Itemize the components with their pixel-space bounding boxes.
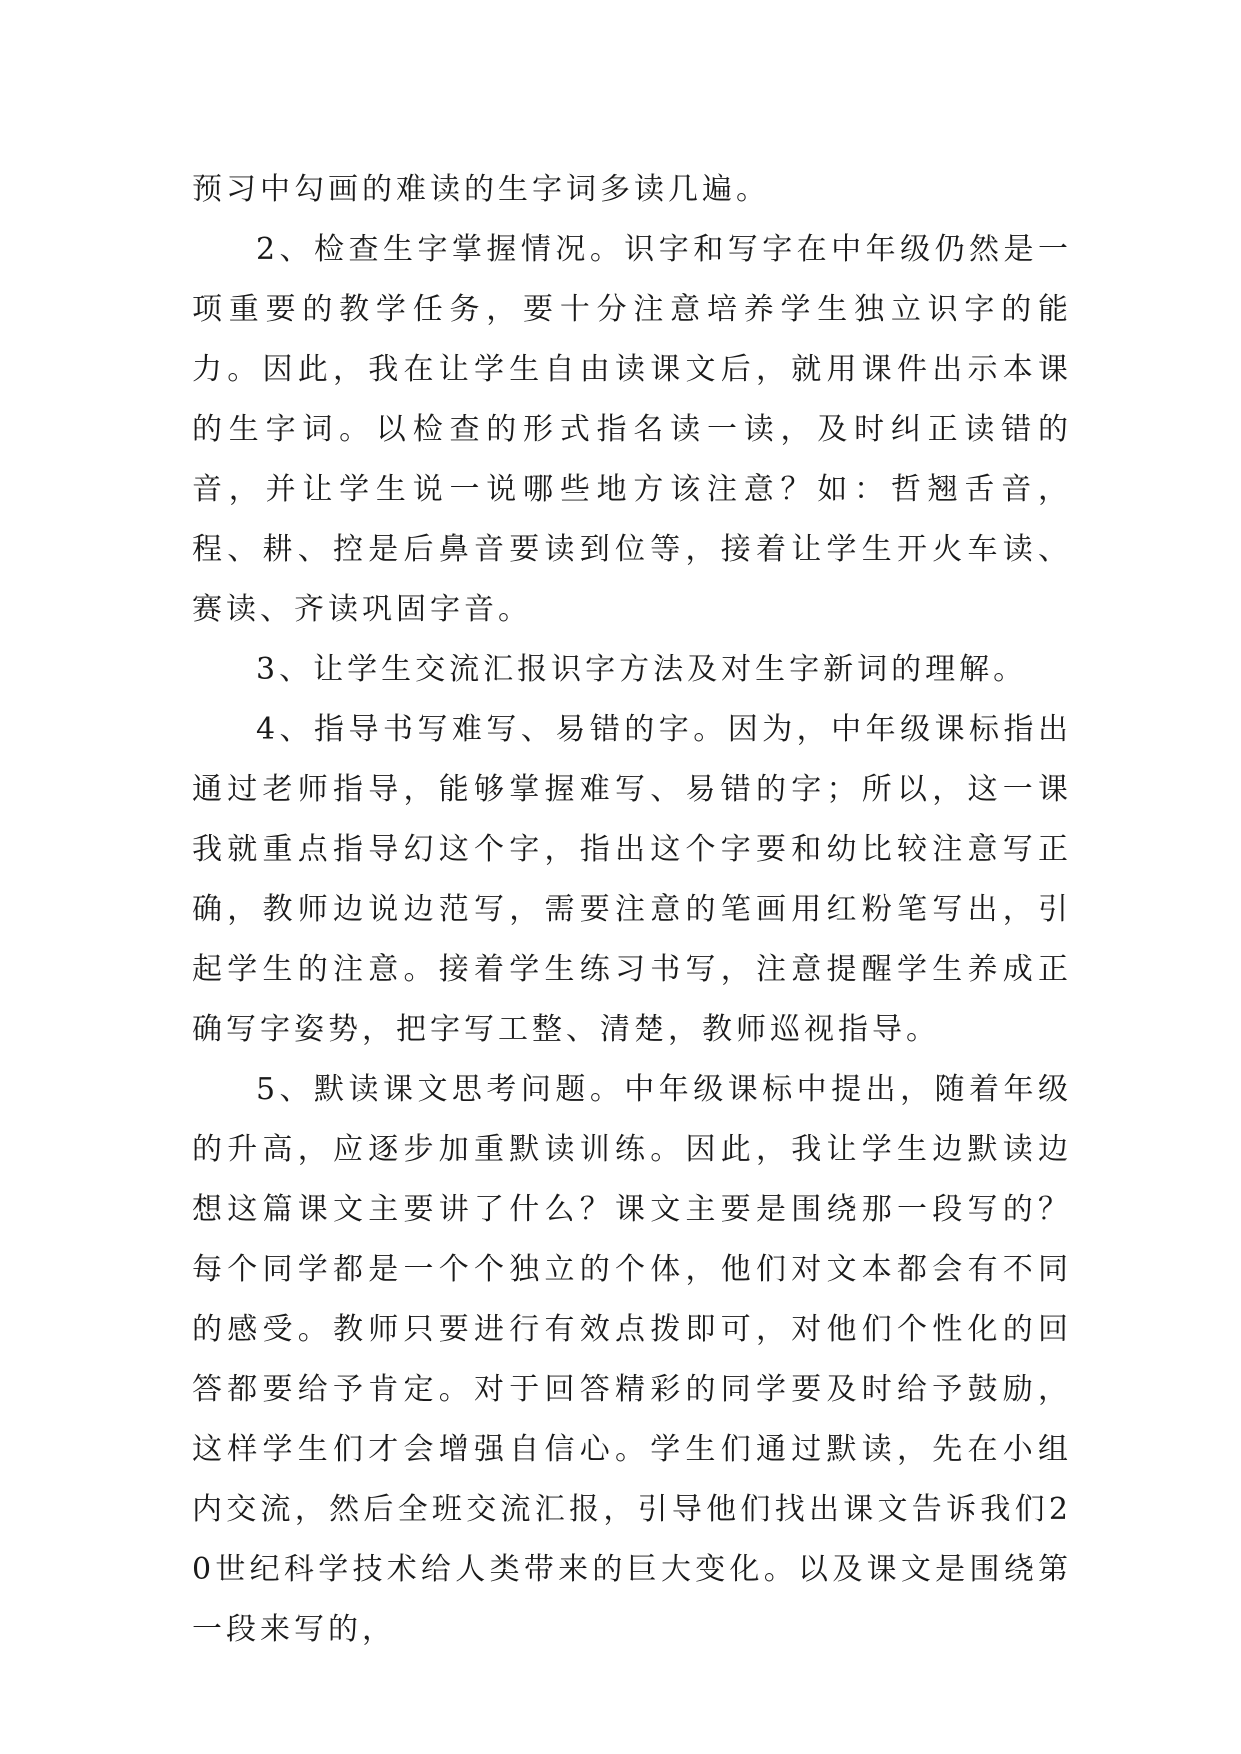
paragraph-item-3: 3、让学生交流汇报识字方法及对生字新词的理解。 — [256, 652, 1028, 687]
paragraph-continuation: 预习中勾画的难读的生字词多读几遍。 — [192, 172, 770, 207]
paragraph-item-5: 5、默读课文思考问题。中年级课标中提出，随着年级的升高，应逐步加重默读训练。因此，我让学生边默读边想这篇课文主要讲了什么？课文主要是围绕那一段写的？每个同学都是一个个独立的个体，他们对文本都会有不同的感受。教师只要进行有效点拨即可，对他们个性化的回答都要给予肯定。对于回答精彩的同学要及时给予鼓励，这样学生们才会增强自信心。学生们通过默读，先在小组内交流，然后全班交流汇报，引导他们找出课文告诉我们20世纪科学技术给人类带来的巨大变化。以及课文是围绕第一段来写的， — [192, 1072, 1072, 1647]
paragraph-item-2: 2、检查生字掌握情况。识字和写字在中年级仍然是一项重要的教学任务，要十分注意培养学生独立识字的能力。因此，我在让学生自由读课文后，就用课件出示本课的生字词。以检查的形式指名读一读，及时纠正读错的音，并让学生说一说哪些地方该注意？如：哲翘舌音，程、耕、控是后鼻音要读到位等，接着让学生开火车读、赛读、齐读巩固字音。 — [192, 232, 1072, 627]
paragraph-item-4: 4、指导书写难写、易错的字。因为，中年级课标指出通过老师指导，能够掌握难写、易错的字；所以，这一课我就重点指导幻这个字，指出这个字要和幼比较注意写正确，教师边说边范写，需要注意的笔画用红粉笔写出，引起学生的注意。接着学生练习书写，注意提醒学生养成正确写字姿势，把字写工整、清楚，教师巡视指导。 — [192, 712, 1072, 1047]
document-body — [192, 160, 1072, 1660]
